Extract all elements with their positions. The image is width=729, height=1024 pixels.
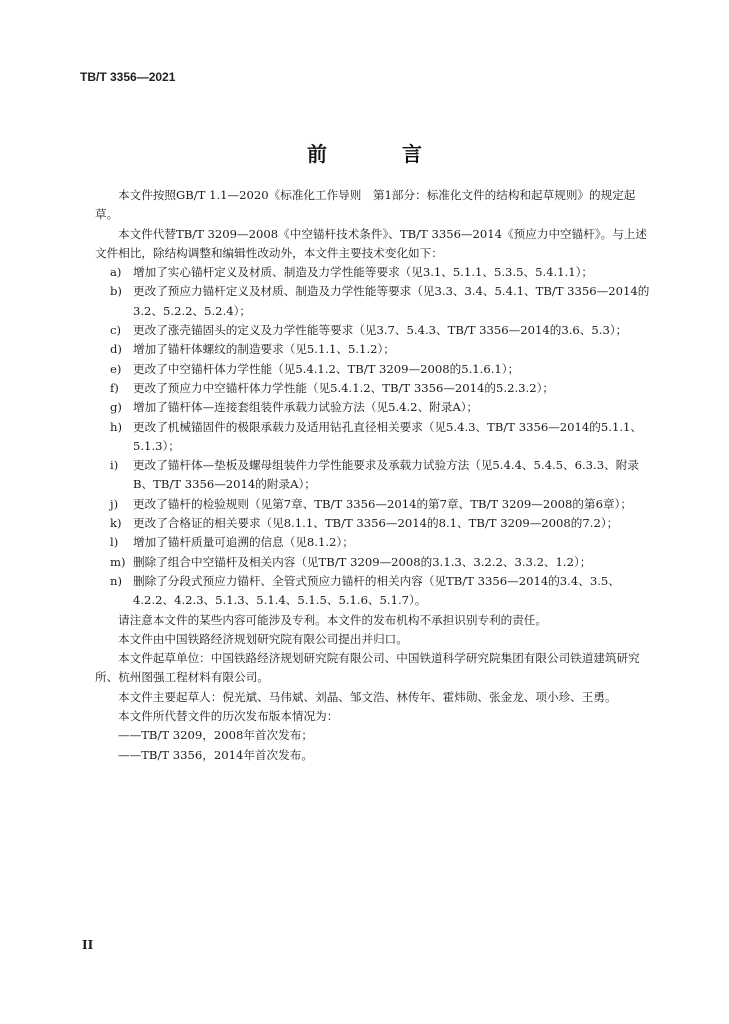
list-item bbox=[95, 263, 650, 282]
list-text: 删除了组合中空锚杆及相关内容（见TB/T 3209—2008的3.1.3、3.2.2、3.3.2、1.2）； bbox=[133, 554, 592, 569]
list-item bbox=[95, 553, 650, 572]
intro-paragraph: 本文件代替TB/T 3209—2008《中空锚杆技术条件》、TB/T 3356—2014《预应力中空锚杆》。与上述文件相比，除结构调整和编辑性改动外，本文件主要技术变化如下： bbox=[95, 226, 647, 260]
list-item bbox=[95, 495, 650, 514]
list-marker: e) bbox=[110, 361, 122, 376]
list-text: 更改了中空锚杆体力学性能（见5.4.1.2、TB/T 3209—2008的5.1.6.1）； bbox=[133, 361, 520, 376]
list-marker: g) bbox=[110, 400, 122, 415]
standard-code: TB/T 3356—2021 bbox=[80, 70, 176, 84]
page-number: II bbox=[82, 938, 94, 952]
list-text: 增加了实心锚杆定义及材质、制造及力学性能等要求（见3.1、5.1.1、5.3.5、5.4.1.1）； bbox=[133, 265, 594, 280]
list-item bbox=[95, 398, 650, 417]
list-marker: l) bbox=[110, 535, 119, 550]
list-text: 更改了预应力锚杆定义及材质、制造及力学性能等要求（见3.3、3.4、5.4.1、TB/T 3356—2014的3.2、5.2.2、5.2.4）； bbox=[133, 284, 650, 318]
list-marker: b) bbox=[110, 284, 122, 299]
list-item bbox=[95, 572, 650, 611]
page-title: 前 言 bbox=[307, 142, 456, 166]
list-text: 更改了合格证的相关要求（见8.1.1、TB/T 3356—2014的8.1、TB/T 3209—2008的7.2）； bbox=[133, 516, 619, 531]
list-marker: f) bbox=[110, 380, 119, 395]
foreword-body bbox=[95, 186, 650, 765]
drafting-organizations: 本文件起草单位：中国铁路经济规划研究院有限公司、中国铁道科学研究院集团有限公司铁道建筑研究所、杭州图强工程材料有限公司。 bbox=[95, 651, 640, 685]
list-marker: k) bbox=[110, 516, 122, 531]
list-text: 增加了锚杆质量可追溯的信息（见8.1.2）； bbox=[133, 535, 354, 550]
list-item bbox=[95, 321, 650, 340]
list-text: 增加了锚杆体螺纹的制造要求（见5.1.1、5.1.2）； bbox=[133, 342, 395, 357]
list-text: 更改了机械锚固件的极限承载力及适用钻孔直径相关要求（见5.4.3、TB/T 3356—2014的5.1.1、5.1.3）； bbox=[133, 419, 642, 453]
list-marker: d) bbox=[110, 342, 122, 357]
drafters: 本文件主要起草人：倪光斌、马伟斌、刘晶、邹文浩、林传年、霍炜勋、张金龙、项小珍、王勇。 bbox=[118, 689, 617, 704]
list-item bbox=[95, 282, 650, 321]
list-marker: m) bbox=[110, 554, 126, 569]
intro-paragraph: 本文件按照GB/T 1.1—2020《标准化工作导则 第1部分：标准化文件的结构和起草规则》的规定起草。 bbox=[95, 188, 636, 222]
list-item bbox=[95, 360, 650, 379]
list-marker: h) bbox=[110, 419, 122, 434]
history-item: ——TB/T 3209，2008年首次发布； bbox=[118, 728, 313, 743]
list-text: 更改了涨壳锚固头的定义及力学性能等要求（见3.7、5.4.3、TB/T 3356—2014的3.6、5.3）； bbox=[133, 323, 628, 338]
list-marker: n) bbox=[110, 573, 122, 588]
list-item bbox=[95, 514, 650, 533]
list-item bbox=[95, 379, 650, 398]
list-marker: j) bbox=[110, 496, 119, 511]
list-marker: a) bbox=[110, 265, 122, 280]
list-item bbox=[95, 340, 650, 359]
changes-list bbox=[95, 263, 650, 610]
list-text: 更改了锚杆的检验规则（见第7章、TB/T 3356—2014的第7章、TB/T 3209—2008的第6章）； bbox=[133, 496, 632, 511]
list-text: 更改了锚杆体—垫板及螺母组装件力学性能要求及承载力试验方法（见5.4.4、5.4.5、6.3.3、附录B、TB/T 3356—2014的附录A）； bbox=[133, 458, 639, 492]
list-item bbox=[95, 418, 650, 457]
proposer-statement: 本文件由中国铁路经济规划研究院有限公司提出并归口。 bbox=[118, 631, 408, 646]
list-item bbox=[95, 533, 650, 552]
list-text: 删除了分段式预应力锚杆、全管式预应力锚杆的相关内容（见TB/T 3356—2014的3.4、3.5、4.2.2、4.2.3、5.1.3、5.1.4、5.1.5、5.1.6、5.1.7）。 bbox=[133, 573, 620, 608]
list-text: 更改了预应力中空锚杆体力学性能（见5.4.1.2、TB/T 3356—2014的5.2.3.2）； bbox=[133, 380, 554, 395]
list-item bbox=[95, 456, 650, 495]
list-marker: c) bbox=[110, 323, 122, 338]
history-intro: 本文件所代替文件的历次发布版本情况为： bbox=[118, 709, 339, 724]
patent-notice: 请注意本文件的某些内容可能涉及专利。本文件的发布机构不承担识别专利的责任。 bbox=[118, 612, 547, 627]
list-marker: i) bbox=[110, 458, 119, 473]
history-item: ——TB/T 3356，2014年首次发布。 bbox=[118, 747, 313, 762]
list-text: 增加了锚杆体—连接套组装件承载力试验方法（见5.4.2、附录A）； bbox=[133, 400, 479, 415]
